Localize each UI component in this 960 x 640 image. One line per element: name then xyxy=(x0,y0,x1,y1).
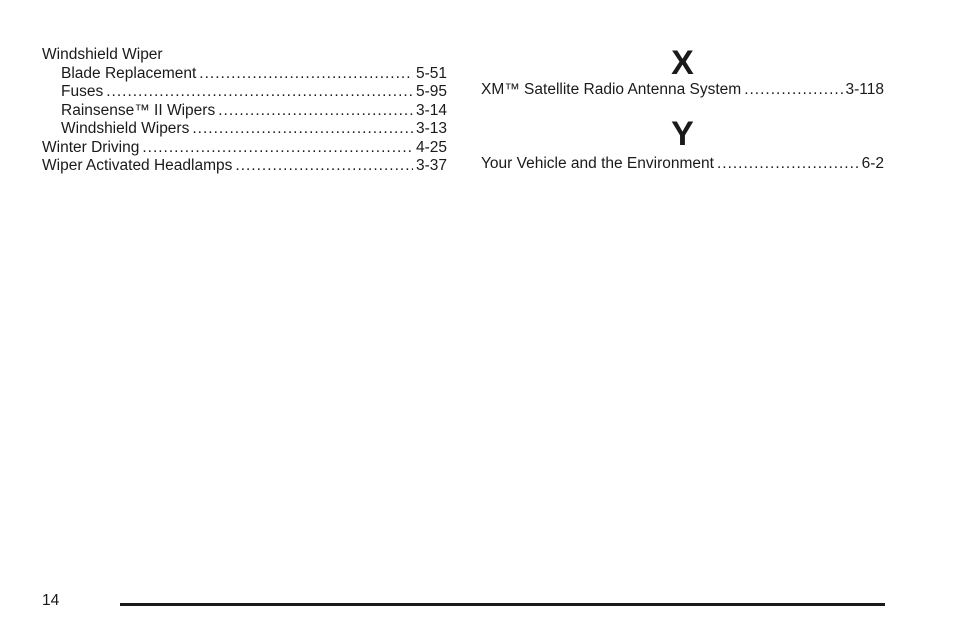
entry-page-ref: 5-51 xyxy=(415,64,447,82)
index-entry-xm-satellite-radio[interactable] xyxy=(481,81,884,100)
entry-label: Blade Replacement xyxy=(61,64,197,82)
entry-label: Windshield Wipers xyxy=(61,120,190,137)
dot-leader xyxy=(218,102,413,121)
section-letter-x: X xyxy=(671,44,694,82)
dot-leader xyxy=(717,155,859,174)
entry-label: Winter Driving xyxy=(42,138,140,156)
dot-leader xyxy=(142,139,413,158)
dot-leader xyxy=(106,83,413,102)
dot-leader xyxy=(744,81,842,100)
section-letter-y: Y xyxy=(671,114,694,153)
entry-label: Rainsense™ II Wipers xyxy=(61,101,216,119)
entry-label: Fuses xyxy=(61,83,104,100)
page-number: 14 xyxy=(42,592,60,609)
entry-page-ref: 3-118 xyxy=(845,81,884,98)
dot-leader xyxy=(235,157,413,176)
entry-label: XM™ Satellite Radio Antenna System xyxy=(481,81,742,98)
index-left-column xyxy=(42,46,447,176)
index-entry-wiper-activated-headlamps[interactable] xyxy=(42,157,447,176)
index-entry-fuses[interactable] xyxy=(42,83,447,102)
index-entry-rainsense[interactable] xyxy=(42,102,447,121)
entry-page-ref: 3-14 xyxy=(415,101,447,119)
index-entry-blade-replacement[interactable] xyxy=(42,65,447,84)
index-right-column xyxy=(481,46,884,173)
entry-page-ref: 6-2 xyxy=(861,154,884,172)
index-entry-winter-driving[interactable] xyxy=(42,139,447,158)
entry-page-ref: 3-37 xyxy=(415,157,447,174)
index-entry-windshield-wiper: Windshield Wiper xyxy=(42,46,163,63)
entry-page-ref: 5-95 xyxy=(415,83,447,100)
entry-page-ref: 3-13 xyxy=(415,120,447,137)
entry-label: Wiper Activated Headlamps xyxy=(42,157,233,174)
dot-leader xyxy=(199,65,413,84)
index-entry-windshield-wipers[interactable] xyxy=(42,120,447,139)
footer-rule-divider xyxy=(120,603,885,606)
index-entry-your-vehicle-environment[interactable] xyxy=(481,155,884,174)
entry-label: Your Vehicle and the Environment xyxy=(481,154,714,172)
entry-page-ref: 4-25 xyxy=(415,138,447,156)
dot-leader xyxy=(192,120,413,139)
